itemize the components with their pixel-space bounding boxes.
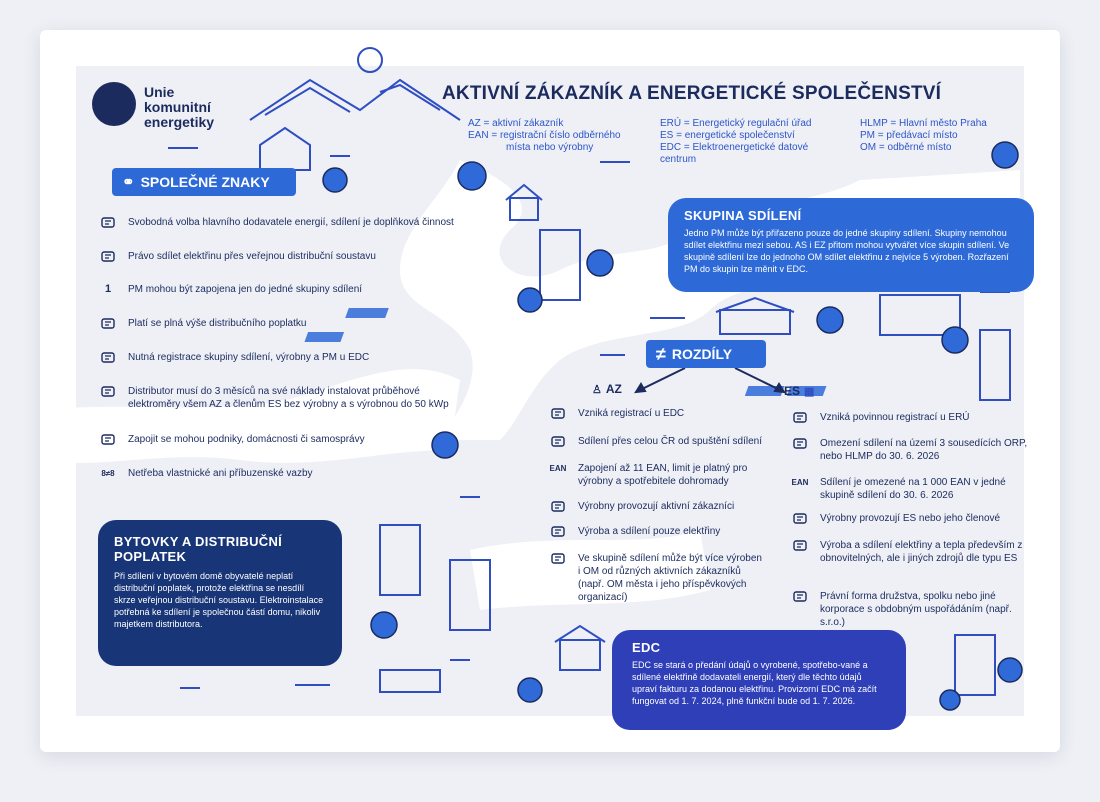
es-feature-item [790, 476, 1034, 502]
infographic-card [40, 30, 1060, 752]
power-line-icon [98, 250, 118, 263]
es-feature-item-text: Sdílení je omezené na 1 000 EAN v jedné skupině sdílení do 30. 6. 2026 [820, 477, 1006, 501]
az-feature-item [548, 462, 766, 488]
legend-item: OM = odběrné místo [860, 142, 952, 153]
logo-mark [92, 82, 136, 126]
ean-1000-icon: EAN [791, 478, 809, 487]
es-feature-item-text: Právní forma družstva, spolku nebo jiné korporace s obdobným uspořádáním (např. s.r.o.) [820, 591, 1012, 628]
wallet-icon [98, 317, 118, 330]
ean-11-icon: EAN [549, 464, 567, 473]
az-feature-item [548, 435, 766, 448]
az-feature-item-text: Vzniká registrací u EDC [578, 408, 685, 419]
people-icon [548, 500, 568, 513]
common-feature-item-text: Svobodná volba hlavního dodavatele energií, sdílení je doplňková činnost [128, 217, 454, 228]
common-feature-item [98, 250, 458, 263]
wifi-icon [98, 385, 118, 398]
logo-line-3: energetiky [144, 114, 215, 130]
es-feature-item [790, 590, 1034, 629]
az-feature-item-text: Zapojení až 11 EAN, limit je platný pro výrobny a spotřebitele dohromady [578, 463, 748, 487]
common-feature-item [98, 216, 458, 229]
es-feature-item-text: Výroba a sdílení elektřiny a tepla především z obnovitelných, ale i jiných zdrojů dle typu ES [820, 540, 1023, 564]
apartments-title-1: BYTOVKY A DISTRIBUČNÍ [114, 534, 283, 549]
plug-icon [548, 525, 568, 538]
az-feature-item [548, 525, 766, 538]
common-feature-item [98, 385, 458, 411]
common-feature-item [98, 283, 458, 296]
legend-item: PM = předávací místo [860, 130, 958, 141]
legend-item: ES = energetické společenství [660, 130, 795, 141]
edc-box [612, 630, 906, 730]
sharing-group-title: SKUPINA SDÍLENÍ [684, 208, 802, 223]
heat-icon [790, 539, 810, 552]
common-feature-item [98, 351, 458, 364]
apartments-title [114, 534, 326, 564]
es-feature-item [790, 437, 1034, 463]
common-feature-item [98, 317, 458, 330]
az-feature-item [548, 500, 766, 513]
common-features-label [112, 168, 296, 196]
es-feature-item-text: Omezení sdílení na území 3 sousedících ORP, nebo HLMP do 30. 6. 2026 [820, 438, 1028, 462]
czech-map-icon [548, 435, 568, 448]
logo-line-2: komunitní [144, 99, 211, 115]
legend-col-1 [468, 118, 621, 154]
az-feature-item-text: Ve skupině sdílení může být více výroben i OM od různých aktivních zákazníků (např. OM města i jeho příspěvkových organizací) [578, 553, 762, 603]
apartments-title-2: POPLATEK [114, 549, 187, 564]
region-map-icon [790, 437, 810, 450]
legend-item: EDC = Elektroenergetické datové [660, 142, 809, 153]
es-feature-item-text: Výrobny provozují ES nebo jeho členové [820, 513, 1001, 524]
number-one-icon: 1 [104, 283, 112, 295]
common-feature-item-text: Právo sdílet elektřinu přes veřejnou distribuční soustavu [128, 251, 376, 262]
town-icon [98, 433, 118, 446]
es-heading-text: ES [784, 384, 801, 398]
legend-item: ERÚ = Energetický regulační úřad [660, 118, 812, 129]
edc-title: EDC [632, 640, 661, 655]
page-title: AKTIVNÍ ZÁKAZNÍK A ENERGETICKÉ SPOLEČENSTVÍ [442, 83, 942, 104]
registry-icon [548, 407, 568, 420]
office-icon [790, 411, 810, 424]
es-feature-item [790, 512, 1034, 525]
document-icon [548, 552, 568, 565]
legend-item: HLMP = Hlavní město Praha [860, 118, 987, 129]
edc-text: EDC se stará o předání údajů o vyrobené, spotřebo-vané a sdílené elektřině dodavateli energií, který dle těchto údajů upraví fakturu za dodanou elektřinu. Provizorní EDC má začít fungovat od 1. 7. 2024, plně funkční bude od 1. 7. 2026. [632, 660, 877, 706]
contract-icon [790, 590, 810, 603]
building-icon [98, 351, 118, 364]
legend-item: AZ = aktivní zákazník [468, 118, 564, 129]
common-feature-item-text: Zapojit se mohou podniky, domácnosti či samosprávy [128, 434, 365, 445]
legend-item: místa nebo výrobny [506, 142, 594, 153]
az-feature-item [548, 552, 766, 604]
az-feature-item [548, 407, 766, 420]
legend-col-2 [660, 118, 811, 166]
legend-item: EAN = registrační číslo odběrného [468, 130, 621, 141]
logo-line-1: Unie [144, 84, 175, 100]
az-feature-item-text: Výroba a sdílení pouze elektřiny [578, 526, 721, 537]
common-feature-item [98, 433, 458, 446]
common-feature-item [98, 467, 458, 480]
legend-col-3 [860, 118, 987, 154]
az-heading [592, 382, 622, 396]
community-icon: ▦ [804, 385, 815, 398]
not-equal-icon: ≠ [656, 343, 666, 364]
sharing-group-text: Jedno PM může být přiřazeno pouze do jedné skupiny sdílení. Skupiny nemohou sdílet elektřinu mezi sebou. AS i EZ přitom mohou vytvářet více skupin sdílení. Ve skupině sdílení lze do jednoho OM sdílet elektřinu z nejvíce 5 výroben. Rozřazení PM do skupin lze měnit v EDC. [684, 228, 1010, 274]
people-not-equal-icon: 8≠8 [101, 469, 115, 478]
az-feature-item-text: Výrobny provozují aktivní zákazníci [578, 501, 735, 512]
es-feature-item [790, 539, 1034, 565]
share-icon: ⚭ [122, 174, 135, 191]
house-plug-icon [98, 216, 118, 229]
legend-item: centrum [660, 154, 697, 165]
az-heading-text: AZ [605, 382, 622, 396]
common-feature-item-text: Netřeba vlastnické ani příbuzenské vazby [128, 468, 313, 479]
apartments-box [98, 520, 342, 666]
differences-label [646, 340, 766, 368]
es-feature-item [790, 411, 1034, 424]
differences-text: ROZDÍLY [671, 346, 733, 362]
solar-houses-icon [790, 512, 810, 525]
logo-text [144, 85, 214, 130]
apartments-text: Při sdílení v bytovém domě obyvatelé neplatí distribuční poplatek, protože elektřina se nesdílí skrze veřejnou distribuční soustavu. Elektroinstalace potřebná ke sdílení je společnou částí domu, nikoliv majetkem distributora. [114, 571, 324, 629]
common-feature-item-text: Distributor musí do 3 měsíců na své náklady instalovat průběhové elektroměry všem AZ a členům ES bez výrobny a s výrobnou do 50 kWp [128, 386, 449, 410]
es-feature-item-text: Vzniká povinnou registrací u ERÚ [820, 412, 970, 423]
common-features-text: SPOLEČNÉ ZNAKY [140, 174, 270, 190]
sharing-group-box [668, 198, 1034, 292]
common-feature-item-text: Platí se plná výše distribučního poplatku [128, 318, 307, 329]
es-heading [784, 384, 814, 398]
az-feature-item-text: Sdílení přes celou ČR od spuštění sdílení [578, 436, 762, 447]
common-feature-item-text: PM mohou být zapojena jen do jedné skupiny sdílení [128, 284, 363, 295]
common-feature-item-text: Nutná registrace skupiny sdílení, výrobny a PM u EDC [128, 352, 370, 363]
person-icon: ♙ [592, 383, 602, 396]
